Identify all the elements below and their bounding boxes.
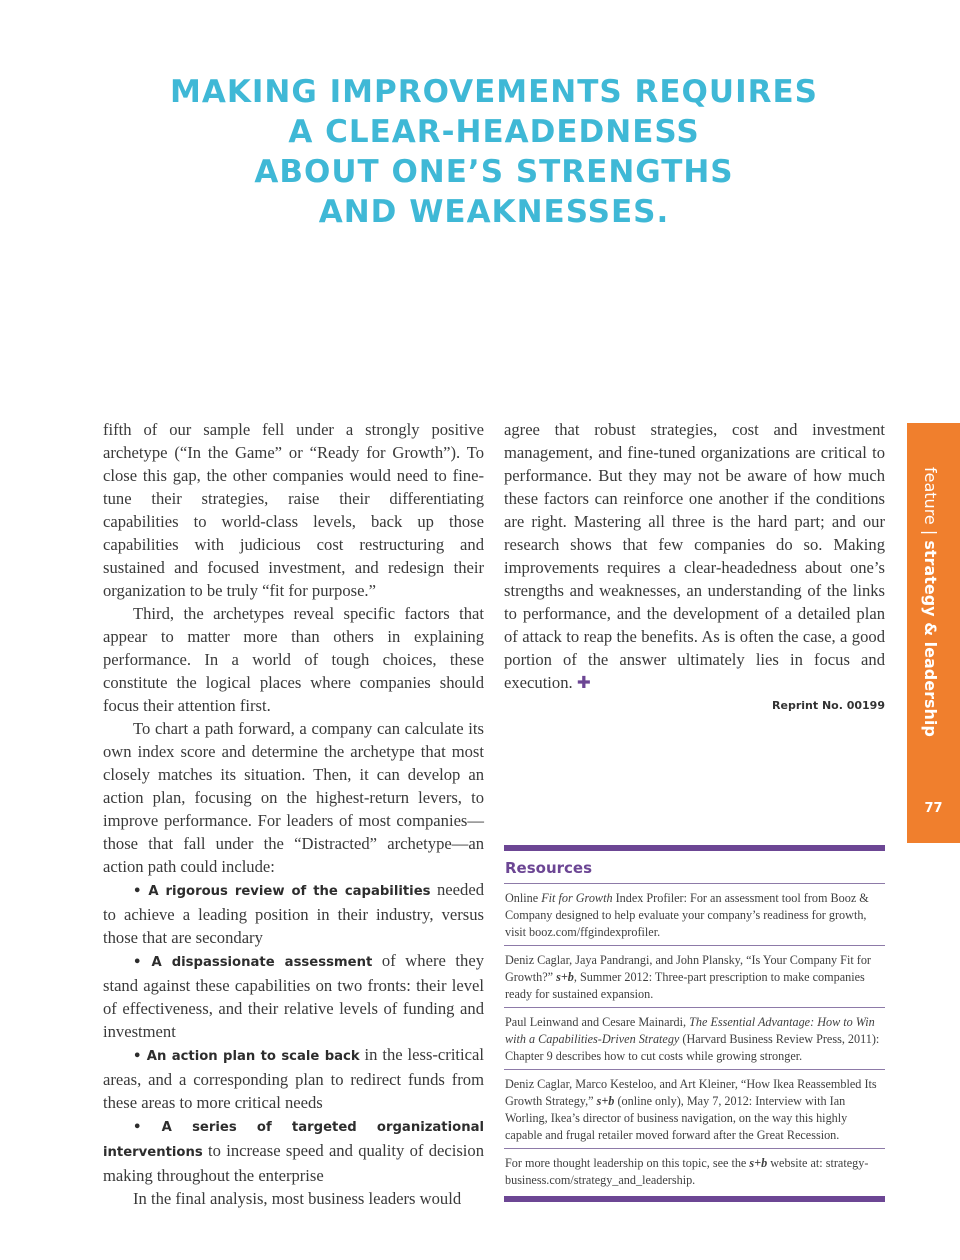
bullet-lead: • A dispassionate assessment: [133, 955, 373, 970]
bullet-lead: • A rigorous review of the capabilities: [133, 884, 431, 899]
section-name: feature: [921, 467, 940, 525]
resource-text: website at: strategy-business.com/strategy_and_leadership.: [505, 1156, 869, 1187]
resource-item: [504, 884, 885, 946]
resources-heading: Resources: [505, 859, 593, 877]
bullet-text: in the less-critical areas, and a corresponding plan to redirect funds from these areas to more critical needs: [103, 1045, 484, 1112]
bullet-text: of where they stand against these capabilities on two fronts: their level of effectiveness, and their relative levels of funding and investment: [103, 951, 484, 1041]
resource-text: Deniz Caglar, Marco Kesteloo, and Art Kleiner, “How Ikea Reassembled Its Growth Strategy,”: [505, 1077, 877, 1108]
bullet-item: [103, 1043, 484, 1114]
resource-text: Deniz Caglar, Jaya Pandrangi, and John Plansky, “Is Your Company Fit for Growth?”: [505, 953, 871, 984]
resource-item: [504, 946, 885, 1008]
magazine-name: s+b: [556, 970, 574, 984]
bullet-item: [103, 949, 484, 1043]
article-column-right: [504, 418, 885, 694]
bullet-item: [103, 1114, 484, 1187]
section-topic: strategy & leadership: [921, 540, 940, 737]
body-paragraph: [504, 418, 885, 694]
resource-text: For more thought leadership on this topic, see the: [505, 1156, 750, 1170]
body-paragraph: In the final analysis, most business leaders would: [133, 1189, 462, 1208]
bullet-lead: • A series of targeted organizational interventions: [103, 1120, 484, 1160]
resource-title: Fit for Growth: [541, 891, 613, 905]
pull-quote-line: ABOUT ONE’S STRENGTHS: [254, 154, 734, 190]
reprint-number: Reprint No. 00199: [772, 699, 885, 712]
end-mark-icon: ✚: [576, 673, 591, 692]
resource-title: The Essential Advantage: How to Win with a Capabilities-Driven Strategy: [505, 1015, 875, 1046]
bullet-text: needed to achieve a leading position in their industry, versus those that are secondary: [103, 880, 484, 947]
resource-item: [504, 1008, 885, 1070]
resources-box: [504, 845, 885, 1202]
magazine-name: s+b: [749, 1156, 768, 1170]
resource-item: [504, 1070, 885, 1149]
body-text: agree that robust strategies, cost and investment management, and fine-tuned organizations are critical to performance. But they may not be aware of how much these factors can reinforce one another if the conditions are right. Mastering all three is the hard part; and our research shows that few companies do so. Making improvements requires a clear-headedness about one’s strengths and weaknesses, an understanding of the links to performance, and the development of a detailed plan of attack to reap the benefits. As is often the case, a good portion of the answer ultimately lies in focus and execution.: [504, 420, 885, 692]
bullet-lead: • An action plan to scale back: [133, 1049, 360, 1064]
resources-top-bar: [504, 845, 885, 851]
resource-text: Paul Leinwand and Cesare Mainardi,: [505, 1015, 690, 1029]
resources-bottom-bar: [504, 1196, 885, 1202]
resource-text: (Harvard Business Review Press, 2011): Chapter 9 describes how to cut costs while growing stronger.: [505, 1032, 880, 1063]
page-number: 77: [924, 801, 943, 816]
section-divider: |: [921, 524, 940, 541]
body-paragraph: fifth of our sample fell under a strongly positive archetype (“In the Game” or “Ready for Growth”). To close this gap, the other companies would need to fine-tune their strategies, raise their differentiating capabilities to world-class levels, back up those capabilities with judicious cost restructuring and sustained and focused investment, and redesign their organization to be truly “fit for purpose.”: [103, 420, 484, 600]
resource-text: Online: [505, 891, 542, 905]
pull-quote-line: A CLEAR-HEADEDNESS: [288, 114, 700, 150]
section-tab: [907, 423, 960, 843]
body-paragraph: Third, the archetypes reveal specific factors that appear to matter more than others in explaining performance. In a world of tough choices, these constitute the logical places where companies should focus their attention first.: [103, 604, 484, 715]
resource-text: Index Profiler: For an assessment tool from Booz & Company designed to help evaluate your company’s readiness for growth, visit booz.com/ffgindexprofiler.: [505, 891, 869, 939]
pull-quote: [0, 72, 960, 232]
bullet-text: to increase speed and quality of decision making throughout the enterprise: [103, 1141, 484, 1185]
pull-quote-line: AND WEAKNESSES.: [318, 194, 670, 230]
article-column-left: [103, 418, 484, 1210]
section-label: [921, 467, 940, 737]
resource-item: [504, 1149, 885, 1193]
pull-quote-line: MAKING IMPROVEMENTS REQUIRES: [170, 74, 818, 110]
magazine-name: s+b: [596, 1094, 615, 1108]
resource-text: , Summer 2012: Three-part prescription to make companies ready for sustained expansion.: [505, 970, 865, 1001]
body-paragraph: To chart a path forward, a company can calculate its own index score and determine the archetype that most closely matches its situation. Then, it can develop an action plan, focusing on the highest-return levers, to improve performance. For leaders of most companies—those that fall under the “Distracted” archetype—an action path could include:: [103, 719, 484, 876]
resource-text: (online only), May 7, 2012: Interview with Ian Worling, Ikea’s director of business navigation, on the way this highly capable and frugal retailer moved forward after the Great Recession.: [505, 1094, 848, 1142]
bullet-item: [103, 878, 484, 949]
